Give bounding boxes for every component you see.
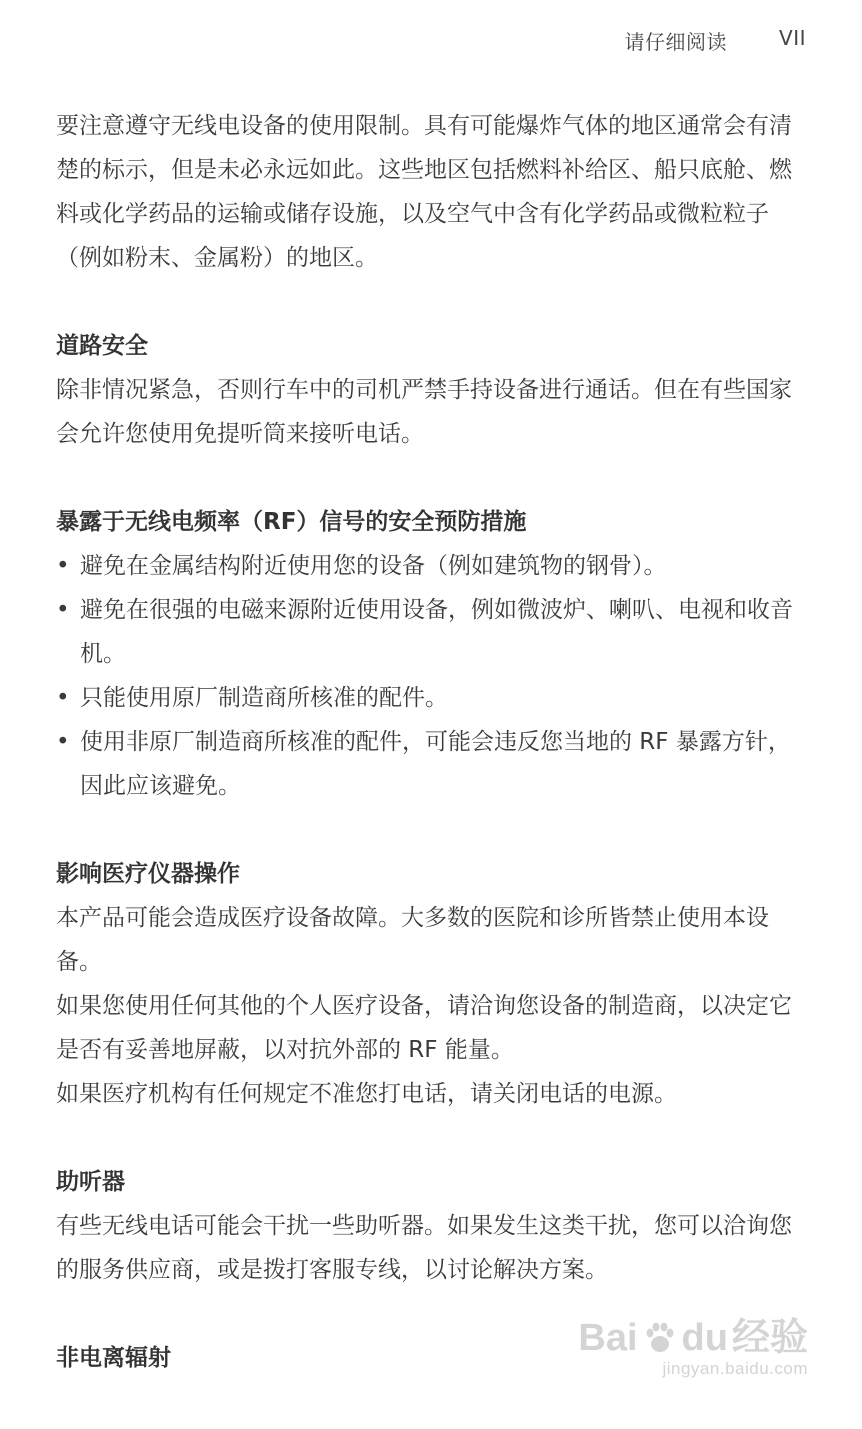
list-item: • 避免在金属结构附近使用您的设备（例如建筑物的钢骨）。 (56, 544, 806, 588)
hearing-aid-section (56, 1160, 806, 1292)
watermark-logo (578, 1317, 808, 1359)
page-number: VII (779, 26, 806, 50)
section-heading: 助听器 (56, 1169, 125, 1195)
paw-icon (642, 1320, 678, 1356)
watermark-brand-right: du (681, 1317, 728, 1359)
section-heading: 暴露于无线电频率（RF）信号的安全预防措施 (56, 509, 527, 535)
document-body (56, 104, 806, 1380)
intro-paragraph: 要注意遵守无线电设备的使用限制。具有可能爆炸气体的地区通常会有清楚的标示，但是未必永远如此。这些地区包括燃料补给区、船只底舱、燃料或化学药品的运输或储存设施，以及空气中含有化学药品或微粒粒子（例如粉末、金属粉）的地区。 (56, 113, 792, 271)
section-paragraph: 除非情况紧急，否则行车中的司机严禁手持设备进行通话。但在有些国家会允许您使用免提听筒来接听电话。 (56, 377, 792, 447)
watermark-brand-cn: 经验 (731, 1317, 808, 1359)
watermark-url: jingyan.baidu.com (662, 1359, 808, 1378)
road-safety-section (56, 324, 806, 456)
list-item: • 使用非原厂制造商所核准的配件，可能会违反您当地的 RF 暴露方针，因此应该避免。 (56, 720, 806, 808)
section-paragraph: 如果您使用任何其他的个人医疗设备，请洽询您设备的制造商，以决定它是否有妥善地屏蔽，以对抗外部的 RF 能量。 (56, 993, 792, 1063)
baidu-watermark (578, 1317, 808, 1379)
section-heading: 道路安全 (56, 333, 148, 359)
list-item: • 只能使用原厂制造商所核准的配件。 (56, 676, 806, 720)
section-paragraph: 如果医疗机构有任何规定不准您打电话，请关闭电话的电源。 (56, 1081, 677, 1107)
rf-safety-section (56, 500, 806, 808)
section-heading: 非电离辐射 (56, 1345, 171, 1371)
page-header (625, 26, 806, 55)
header-title: 请仔细阅读 (624, 30, 728, 54)
rf-bullet-list (56, 544, 806, 808)
section-paragraph: 有些无线电话可能会干扰一些助听器。如果发生这类干扰，您可以洽询您的服务供应商，或是拨打客服专线，以讨论解决方案。 (56, 1213, 792, 1283)
list-item: • 避免在很强的电磁来源附近使用设备，例如微波炉、喇叭、电视和收音机。 (56, 588, 806, 676)
section-heading: 影响医疗仪器操作 (56, 861, 240, 887)
watermark-brand-left: Bai (578, 1317, 638, 1359)
section-paragraph: 本产品可能会造成医疗设备故障。大多数的医院和诊所皆禁止使用本设备。 (56, 905, 769, 975)
medical-section (56, 852, 806, 1116)
